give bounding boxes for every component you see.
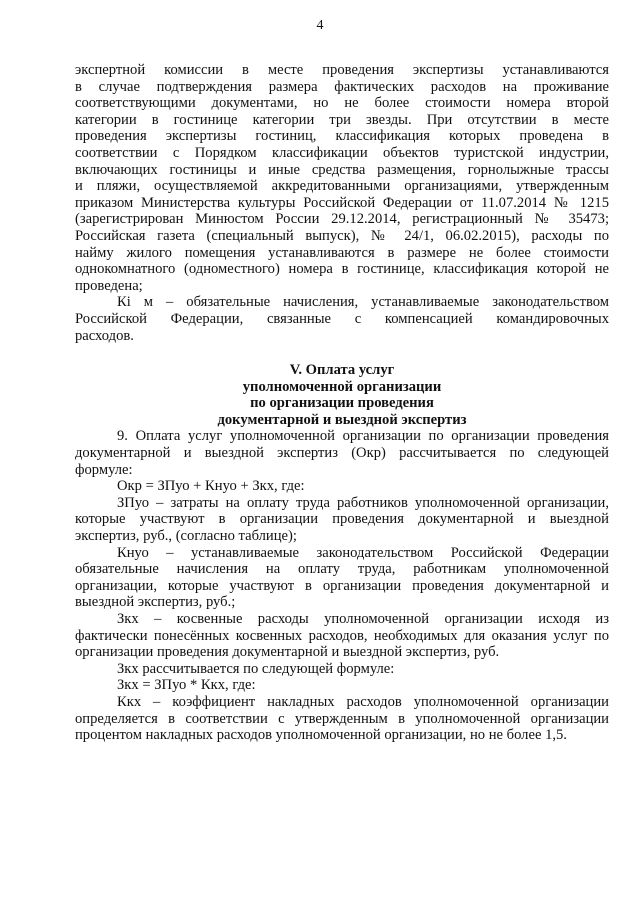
paragraph-9 (75, 428, 609, 478)
text-line: процентом накладных расходов уполномоченной организации, но не более 1,5. (75, 727, 567, 744)
formula-zkh: Зкх = ЗПуо * Ккх, где: (117, 677, 256, 694)
text-line: ЗПуо – затраты на оплату труда работников уполномоченной организации, (117, 494, 609, 511)
text-line: Кнуо – устанавливаемые законодательством Российской Федерации (117, 544, 609, 561)
text-line: Зкх – косвенные расходы уполномоченной организации исходя из (117, 611, 609, 627)
text-line: обязательные начисления на оплату труда, работникам уполномоченной (75, 561, 609, 578)
paragraph-knuo (75, 545, 609, 611)
text-line: 9. Оплата услуг уполномоченной организации по организации проведения (117, 428, 609, 445)
text-line: включающих гостиницы и иные средства размещения, горнолыжные трассы (75, 161, 609, 178)
text-line: проведения экспертизы гостиниц, классификация которых проведена в (75, 128, 609, 145)
paragraph-km-definition (75, 294, 609, 344)
paragraph-kkh (75, 694, 609, 744)
text-line: экспертиз, руб., (согласно таблице); (75, 528, 297, 545)
page-number: 4 (316, 18, 324, 33)
text-line: категории в гостинице категории три звезды. При отсутствии в месте (75, 111, 609, 128)
heading-line: по организации проведения (250, 395, 434, 412)
heading-line: V. Оплата услуг (289, 362, 395, 379)
text-line: соответствии с Порядком классификации объектов туристской индустрии, (75, 144, 609, 161)
text-line: выездной экспертиз, руб.; (75, 594, 236, 611)
text-line: однокомнатного (одноместного) номера в гостинице, классификация которой не (75, 261, 609, 278)
section-heading (75, 362, 609, 428)
paragraph-zkh (75, 611, 609, 661)
text-line: определяется в соответствии с утвержденным в уполномоченной организации (75, 710, 609, 727)
text-line: организации проведения документарной и выездной экспертиз, руб. (75, 644, 500, 661)
document-body (75, 62, 609, 744)
formula-okr: Окр = ЗПуо + Кнуо + Зкх, где: (117, 478, 305, 495)
text-line: и пляжи, осуществляемой аккредитованными организациями, утвержденным (75, 178, 609, 195)
text-line: которые участвуют в организации проведения документарной и выездной (75, 511, 609, 528)
text-line: Ккх – коэффициент накладных расходов уполномоченной организации (117, 693, 609, 710)
text-line: фактически понесённых косвенных расходов, необходимых для оказания услуг по (75, 627, 609, 644)
text-line: проведена; (75, 277, 143, 294)
text-line: Российской Федерации, связанные с компенсацией командировочных (75, 310, 609, 327)
text-line: соответствующими документами, но не более стоимости номера второй (75, 95, 609, 112)
heading-line: уполномоченной организации (242, 378, 442, 395)
text-line: (зарегистрирован Минюстом России 29.12.2014, регистрационный № 35473; (75, 211, 609, 228)
text-line: в случае подтверждения размера фактических расходов на проживание (75, 78, 609, 95)
zkh-calc-line: Зкх рассчитывается по следующей формуле: (117, 660, 395, 677)
text-line: найму жилого помещения устанавливаются в размере не более стоимости (75, 244, 609, 261)
text-line: экспертной комиссии в месте проведения экспертизы устанавливаются (75, 62, 609, 78)
text-line: расходов. (75, 327, 134, 344)
paragraph-zpuo (75, 495, 609, 545)
text-line: документарной и выездной экспертиз (Окр) рассчитывается по следующей (75, 445, 609, 462)
heading-line: документарной и выездной экспертиз (217, 411, 467, 428)
paragraph-accommodation-expenses (75, 62, 609, 294)
text-line: Российская газета (специальный выпуск), № 24/1, 06.02.2015), расходы по (75, 227, 609, 244)
text-line: приказом Министерства культуры Российской Федерации от 11.07.2014 № 1215 (75, 194, 609, 211)
text-line: формуле: (75, 461, 133, 478)
text-line: организации, которые участвуют в организации проведения документарной и (75, 577, 609, 594)
text-line: Кi м – обязательные начисления, устанавливаемые законодательством (117, 294, 609, 311)
